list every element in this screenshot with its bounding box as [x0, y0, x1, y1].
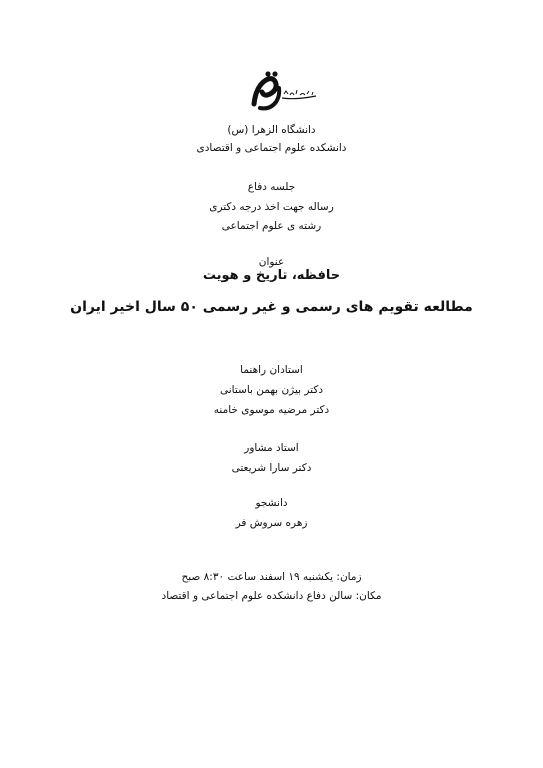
- defense-time: زمان: یکشنبه ۱۹ اسفند ساعت ۸:۳۰ صبح: [181, 571, 362, 583]
- university-name: دانشگاه الزهرا (س): [227, 124, 316, 136]
- field-of-study: رشته ی علوم اجتماعی: [221, 220, 322, 232]
- university-logo: [246, 66, 322, 114]
- student-name: زهره سروش فر: [235, 517, 308, 529]
- thesis-title-main: حافظه، تاریخ و هویت: [202, 268, 341, 283]
- consultant-name: دکتر سارا شریعتی: [231, 462, 312, 474]
- thesis-title-sub: مطالعه تقویم های رسمی و غیر رسمی ۵۰ سال اخیر ایران: [70, 299, 473, 315]
- thesis-degree: رساله جهت اخذ درجه دکتری: [209, 201, 334, 213]
- defense-place: مکان: سالن دفاع دانشکده علوم اجتماعی و اقتصاد: [161, 590, 382, 602]
- advisor-name: دکتر بیژن بهمن باستانی: [219, 384, 324, 396]
- consultant-label: استاد مشاور: [244, 442, 299, 454]
- faculty-name: دانشکده علوم اجتماعی و اقتصادی: [196, 142, 347, 154]
- advisor-name: دکتر مرضیه موسوی خامنه: [213, 404, 330, 416]
- defense-session-label: جلسه دفاع: [247, 181, 296, 193]
- advisors-label: استادان راهنما: [240, 364, 303, 376]
- alzahra-logo-icon: [246, 66, 322, 114]
- title-label: عنوان: [258, 256, 285, 268]
- student-label: دانشجو: [255, 497, 288, 509]
